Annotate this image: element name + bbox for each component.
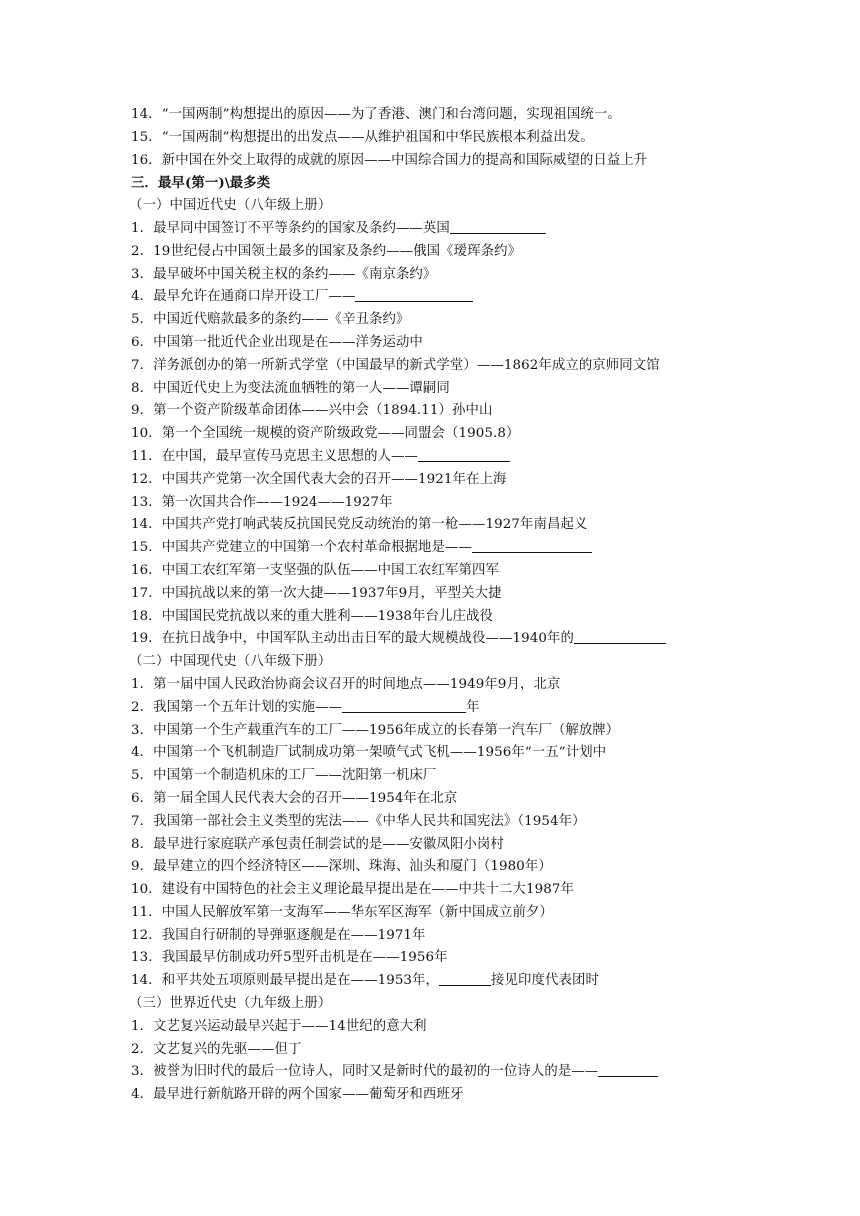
list-item [131,514,831,537]
line-text: 7．我国第一部社会主义类型的宪法——《中华人民共和国宪法》（1954年） [131,813,586,829]
list-item [131,834,831,857]
fill-in-blank [439,971,491,986]
line-text: 13．我国最早仿制成功歼5型歼击机是在——1956年 [131,950,448,966]
list-item [131,400,831,423]
line-text: 4．中国第一个飞机制造厂试制成功第一架喷气式飞机——1956年“一五”计划中 [131,745,607,761]
line-text: 16．新中国在外交上取得的成就的原因——中国综合国力的提高和国际威望的日益上升 [131,152,648,168]
list-item [131,1061,831,1084]
line-text: 2．19世纪侵占中国领土最多的国家及条约——俄国《瑷珲条约》 [131,243,522,259]
line-text: 三．最早(第一)\最多类 [131,175,271,192]
list-item [131,446,831,469]
list-item [131,628,831,651]
line-text: 3．被誉为旧时代的最后一位诗人，同时又是新时代的最初的一位诗人的是—— [131,1064,599,1080]
line-text: 10．第一个全国统一规模的资产阶级政党——同盟会（1905.8） [131,426,520,442]
list-item [131,606,831,629]
fill-in-blank [418,447,510,462]
list-item [131,1039,831,1062]
list-item [131,104,831,127]
list-item [131,355,831,378]
list-item [131,492,831,515]
list-item [131,241,831,264]
list-item [131,811,831,834]
line-text: 14．“一国两制”构想提出的原因——为了香港、澳门和台湾问题，实现祖国统一。 [131,107,621,122]
line-text: 19．在抗日战争中，中国军队主动出击日军的最大规模战役——1940年的 [131,631,574,647]
list-item [131,765,831,788]
list-item [131,788,831,811]
line-text: 5．中国第一个制造机床的工厂——沈阳第一机床厂 [131,768,437,784]
list-item [131,264,831,287]
list-item [131,309,831,332]
line-text: （一）中国近代史（八年级上册） [129,198,332,214]
line-text: 14．中国共产党打响武装反抗国民党反动统治的第一枪——1927年南昌起义 [131,517,588,533]
line-text: 10．建设有中国特色的社会主义理论最早提出是在——中共十二大1987年 [131,882,574,898]
list-item [131,674,831,697]
line-text: 3．中国第一个生产载重汽车的工厂——1956年成立的长春第一汽车厂（解放牌） [131,722,620,738]
list-item [131,332,831,355]
list-item [131,286,831,309]
line-text-after-blank: 年 [465,699,480,715]
line-text: 1．文艺复兴运动最早兴起于——14世纪的意大利 [131,1018,427,1034]
line-text: 2．我国第一个五年计划的实施—— [131,699,342,715]
line-text: 8．最早进行家庭联产承包责任制尝试的是——安徽凤阳小岗村 [131,836,504,852]
line-text: 18．中国国民党抗战以来的重大胜利——1938年台儿庄战役 [131,608,493,624]
line-text: 15．“一国两制”构想提出的出发点——从维护祖国和中华民族根本利益出发。 [131,129,594,145]
list-item [131,1016,831,1039]
section-heading [131,172,831,195]
line-text: 16．中国工农红军第一支坚强的队伍——中国工农红军第四军 [131,562,499,578]
line-text: （三）世界近代史（九年级上册） [129,996,332,1012]
fill-in-blank [355,287,473,302]
line-text: 9．最早建立的四个经济特区——深圳、珠海、汕头和厦门（1980年） [131,859,552,875]
list-item [131,537,831,560]
line-text: 1．最早同中国签订不平等条约的国家及条约——英国 [131,220,450,236]
subsection-heading [129,993,831,1016]
list-item [131,1084,831,1107]
fill-in-blank [472,538,592,553]
list-item [131,469,831,492]
fill-in-blank [342,698,466,713]
line-text: 8．中国近代史上为变法流血牺牲的第一人——谭嗣同 [131,380,450,396]
line-text: 9．第一个资产阶级革命团体——兴中会（1894.11）孙中山 [131,403,493,419]
list-item [131,970,831,993]
line-text: （二）中国现代史（八年级下册） [129,654,332,670]
list-item [131,218,831,241]
line-text: 12．我国自行研制的导弹驱逐舰是在——1971年 [131,927,426,943]
list-item [131,720,831,743]
list-item [131,925,831,948]
list-item [131,583,831,606]
line-text: 2．文艺复兴的先驱——但丁 [131,1041,302,1057]
fill-in-blank [574,629,666,644]
line-text: 11．中国人民解放军第一支海军——华东军区海军（新中国成立前夕） [131,904,553,920]
line-text: 4．最早允许在通商口岸开设工厂—— [131,289,356,305]
fill-in-blank [598,1062,658,1077]
line-text: 7．洋务派创办的第一所新式学堂（中国最早的新式学堂）——1862年成立的京师同文馆 [131,357,660,373]
list-item [131,127,831,150]
line-text: 1．第一届中国人民政治协商会议召开的时间地点——1949年9月，北京 [131,676,561,692]
line-text: 13．第一次国共合作——1924——1927年 [131,494,393,510]
list-item [131,856,831,879]
line-text: 6．中国第一批近代企业出现是在——洋务运动中 [131,334,423,350]
line-text: 4．最早进行新航路开辟的两个国家——葡萄牙和西班牙 [131,1087,464,1103]
list-item [131,378,831,401]
line-text: 14．和平共处五项原则最早提出是在——1953年， [131,973,440,989]
list-item [131,742,831,765]
fill-in-blank [450,219,546,234]
line-text: 3．最早破坏中国关税主权的条约——《南京条约》 [131,266,437,282]
line-text: 11．在中国，最早宣传马克思主义思想的人—— [131,448,419,464]
line-text: 6．第一届全国人民代表大会的召开——1954年在北京 [131,790,458,806]
list-item [131,560,831,583]
line-text-after-blank: 接见印度代表团时 [491,973,599,989]
line-text: 12．中国共产党第一次全国代表大会的召开——1921年在上海 [131,471,507,487]
line-text: 15．中国共产党建立的中国第一个农村革命根据地是—— [131,540,473,556]
list-item [131,423,831,446]
line-text: 5．中国近代赔款最多的条约——《辛丑条约》 [131,312,410,328]
list-item [131,697,831,720]
list-item [131,150,831,173]
list-item [131,947,831,970]
subsection-heading [129,651,831,674]
list-item [131,879,831,902]
document-body [131,104,831,1107]
list-item [131,902,831,925]
subsection-heading [129,195,831,218]
line-text: 17．中国抗战以来的第一次大捷——1937年9月，平型关大捷 [131,585,502,601]
